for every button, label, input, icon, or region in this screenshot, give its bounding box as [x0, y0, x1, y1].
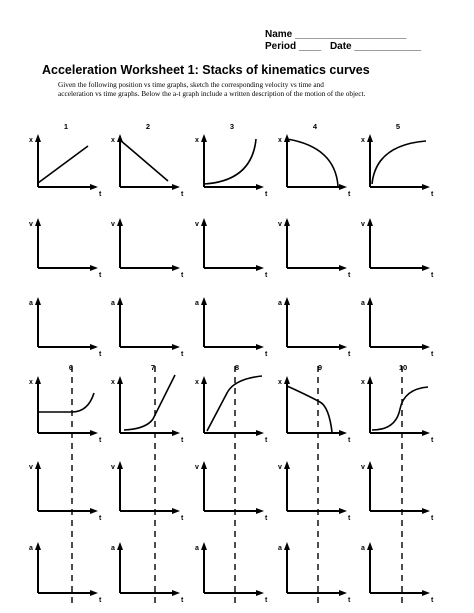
t-axis-label: t [348, 191, 351, 198]
y-axis-arrow [284, 461, 290, 469]
y-axis-arrow [367, 218, 373, 226]
x-axis-arrow [256, 590, 264, 596]
t-axis-label: t [265, 191, 268, 198]
y-axis-arrow [117, 461, 123, 469]
t-axis-label: t [99, 597, 102, 604]
graph-5-v [361, 218, 434, 279]
y-axis-arrow [284, 134, 290, 142]
t-axis-label: t [348, 597, 351, 604]
y-axis-label: x [29, 379, 33, 386]
x-axis-arrow [422, 508, 430, 514]
graph-4-x [278, 122, 351, 198]
x-axis-arrow [90, 265, 98, 271]
y-axis-label: v [29, 464, 33, 471]
y-axis-arrow [367, 297, 373, 305]
y-axis-arrow [201, 134, 207, 142]
x-axis-arrow [339, 430, 347, 436]
y-axis-label: v [29, 221, 33, 228]
y-axis-label: x [195, 379, 199, 386]
graph-2-a [111, 297, 184, 358]
x-axis-arrow [172, 508, 180, 514]
t-axis-label: t [181, 272, 184, 279]
graph-8-x [195, 363, 268, 444]
name-blank[interactable]: ____________________ [295, 29, 407, 40]
y-axis-label: x [111, 379, 115, 386]
t-axis-label: t [99, 351, 102, 358]
graph-1-x [29, 122, 102, 198]
date-label: Date [329, 41, 352, 52]
x-axis-arrow [422, 590, 430, 596]
graph-9-a [278, 542, 351, 604]
x-axis-arrow [256, 265, 264, 271]
t-axis-label: t [265, 351, 268, 358]
t-axis-label: t [265, 437, 268, 444]
x-axis-arrow [339, 184, 347, 190]
t-axis-label: t [181, 515, 184, 522]
graph-10-x [361, 363, 434, 444]
graph-7-x [111, 363, 184, 444]
x-axis-arrow [172, 590, 180, 596]
x-axis-arrow [256, 184, 264, 190]
y-axis-arrow [284, 376, 290, 384]
position-curve [120, 140, 168, 181]
y-axis-arrow [367, 542, 373, 550]
problem-number: 4 [312, 122, 318, 131]
t-axis-label: t [348, 437, 351, 444]
position-curve [38, 393, 94, 412]
position-curve [372, 387, 428, 430]
position-curve [38, 146, 88, 183]
instructions-line-1: Given the following position vs time graphs, sketch the corresponding velocity vs time and [58, 80, 324, 89]
y-axis-label: a [195, 545, 199, 552]
graph-3-a [195, 297, 268, 358]
x-axis-arrow [90, 430, 98, 436]
y-axis-label: a [361, 300, 365, 307]
graph-2-x [111, 122, 184, 198]
x-axis-arrow [339, 590, 347, 596]
t-axis-label: t [431, 351, 434, 358]
y-axis-arrow [35, 134, 41, 142]
y-axis-label: x [361, 137, 365, 144]
problem-number: 8 [234, 363, 240, 372]
graph-5-a [361, 297, 434, 358]
y-axis-label: a [195, 300, 199, 307]
graph-5-x [361, 122, 434, 198]
name-label: Name [265, 29, 293, 40]
problem-number: 5 [395, 122, 401, 131]
t-axis-label: t [99, 191, 102, 198]
t-axis-label: t [431, 191, 434, 198]
position-curve [287, 139, 338, 186]
t-axis-label: t [181, 351, 184, 358]
y-axis-label: v [361, 464, 365, 471]
x-axis-arrow [422, 344, 430, 350]
problem-number: 10 [398, 363, 408, 372]
x-axis-arrow [256, 508, 264, 514]
t-axis-label: t [265, 597, 268, 604]
graph-10-v [361, 461, 434, 522]
graph-8-v [195, 461, 268, 522]
y-axis-label: v [361, 221, 365, 228]
period-blank[interactable]: ____ [298, 41, 322, 52]
t-axis-label: t [181, 437, 184, 444]
y-axis-arrow [117, 218, 123, 226]
position-curve [204, 139, 256, 184]
x-axis-arrow [90, 184, 98, 190]
t-axis-label: t [265, 515, 268, 522]
worksheet-title: Acceleration Worksheet 1: Stacks of kinematics curves [42, 63, 370, 77]
problem-number: 3 [229, 122, 235, 131]
y-axis-label: a [29, 545, 33, 552]
x-axis-arrow [90, 508, 98, 514]
y-axis-label: v [278, 221, 282, 228]
t-axis-label: t [431, 272, 434, 279]
y-axis-label: a [278, 300, 282, 307]
graph-10-a [361, 542, 434, 604]
y-axis-label: v [111, 464, 115, 471]
y-axis-label: x [278, 137, 282, 144]
y-axis-arrow [35, 461, 41, 469]
y-axis-arrow [35, 218, 41, 226]
y-axis-arrow [201, 376, 207, 384]
position-curve [124, 375, 175, 430]
x-axis-arrow [422, 265, 430, 271]
instructions-line-2: acceleration vs time graphs. Below the a-t graph include a written description of the motion of the object. [58, 89, 366, 98]
x-axis-arrow [256, 344, 264, 350]
problem-number: 6 [68, 363, 74, 372]
graph-7-a [111, 542, 184, 604]
graph-9-v [278, 461, 351, 522]
y-axis-label: v [195, 221, 199, 228]
x-axis-arrow [90, 590, 98, 596]
graph-8-a [195, 542, 268, 604]
t-axis-label: t [265, 272, 268, 279]
graph-2-v [111, 218, 184, 279]
position-curve [287, 386, 332, 432]
y-axis-arrow [201, 297, 207, 305]
y-axis-label: a [111, 300, 115, 307]
y-axis-arrow [201, 218, 207, 226]
position-curve [372, 141, 426, 184]
x-axis-arrow [256, 430, 264, 436]
graph-6-x [29, 363, 102, 444]
y-axis-label: a [361, 545, 365, 552]
y-axis-label: x [278, 379, 282, 386]
y-axis-arrow [367, 461, 373, 469]
graph-7-v [111, 461, 184, 522]
y-axis-label: x [195, 137, 199, 144]
y-axis-arrow [201, 542, 207, 550]
y-axis-arrow [284, 218, 290, 226]
problem-number: 9 [317, 363, 323, 372]
date-blank[interactable]: ____________ [354, 41, 422, 52]
t-axis-label: t [431, 515, 434, 522]
y-axis-arrow [367, 376, 373, 384]
t-axis-label: t [348, 351, 351, 358]
graph-6-a [29, 542, 102, 604]
x-axis-arrow [172, 430, 180, 436]
y-axis-label: x [29, 137, 33, 144]
period-label: Period [265, 41, 297, 52]
y-axis-arrow [117, 542, 123, 550]
t-axis-label: t [431, 597, 434, 604]
t-axis-label: t [181, 597, 184, 604]
y-axis-arrow [117, 376, 123, 384]
t-axis-label: t [348, 272, 351, 279]
t-axis-label: t [348, 515, 351, 522]
t-axis-label: t [99, 515, 102, 522]
y-axis-arrow [35, 297, 41, 305]
graph-6-v [29, 461, 102, 522]
graph-1-v [29, 218, 102, 279]
graph-4-a [278, 297, 351, 358]
y-axis-arrow [284, 297, 290, 305]
y-axis-arrow [35, 542, 41, 550]
graph-4-v [278, 218, 351, 279]
t-axis-label: t [431, 437, 434, 444]
y-axis-label: v [195, 464, 199, 471]
x-axis-arrow [339, 508, 347, 514]
graph-3-x [195, 122, 268, 198]
y-axis-label: x [361, 379, 365, 386]
t-axis-label: t [181, 191, 184, 198]
graph-9-x [278, 363, 351, 444]
graph-3-v [195, 218, 268, 279]
y-axis-label: v [278, 464, 282, 471]
x-axis-arrow [172, 344, 180, 350]
x-axis-arrow [422, 184, 430, 190]
y-axis-arrow [284, 542, 290, 550]
x-axis-arrow [172, 265, 180, 271]
y-axis-label: x [111, 137, 115, 144]
problem-number: 7 [150, 363, 156, 372]
problem-number: 2 [145, 122, 151, 131]
graph-1-a [29, 297, 102, 358]
y-axis-label: a [29, 300, 33, 307]
x-axis-arrow [339, 265, 347, 271]
y-axis-arrow [35, 376, 41, 384]
x-axis-arrow [172, 184, 180, 190]
y-axis-label: v [111, 221, 115, 228]
x-axis-arrow [339, 344, 347, 350]
y-axis-label: a [278, 545, 282, 552]
y-axis-arrow [201, 461, 207, 469]
t-axis-label: t [99, 272, 102, 279]
y-axis-arrow [367, 134, 373, 142]
x-axis-arrow [90, 344, 98, 350]
y-axis-label: a [111, 545, 115, 552]
t-axis-label: t [99, 437, 102, 444]
y-axis-arrow [117, 297, 123, 305]
problem-number: 1 [63, 122, 69, 131]
x-axis-arrow [422, 430, 430, 436]
